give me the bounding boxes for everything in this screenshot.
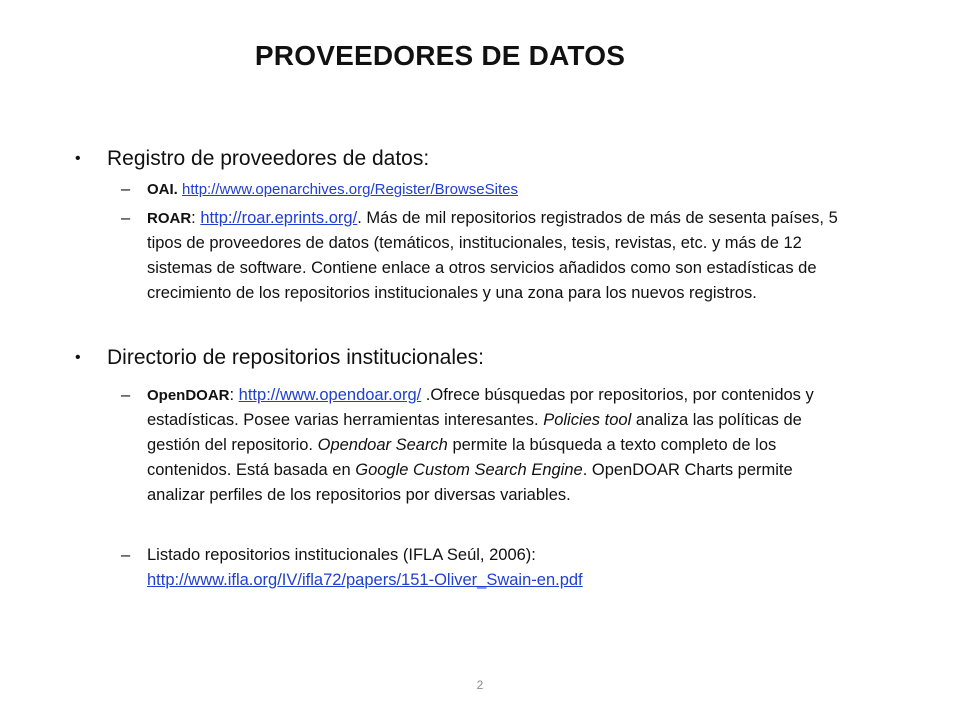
item-text-opendoar-c: permite la búsqueda a texto completo de los contenidos. Está basada en — [147, 436, 777, 479]
item-em-opendoar-search: Opendoar Search — [317, 436, 448, 454]
item-em-policies-tool: Policies tool — [543, 411, 632, 429]
item-text-ifla: Listado repositorios institucionales (IFLA Seúl, 2006): — [147, 546, 536, 564]
item-em-google-cse: Google Custom Search Engine — [355, 461, 583, 479]
link-opendoar[interactable]: http://www.opendoar.org/ — [238, 386, 422, 404]
link-roar[interactable]: http://roar.eprints.org/ — [200, 209, 358, 227]
item-label-opendoar: OpenDOAR — [147, 387, 230, 404]
item-text-opendoar-b: analiza las políticas de gestión del repositorio. — [147, 411, 802, 454]
dash-icon: – — [121, 180, 131, 198]
bullet-icon: • — [75, 349, 81, 366]
dash-icon: – — [121, 209, 131, 227]
section-heading-directorio: Directorio de repositorios institucionales: — [107, 346, 485, 369]
page-number: 2 — [476, 678, 484, 692]
dash-icon: – — [121, 386, 131, 404]
section-heading-registro: Registro de proveedores de datos: — [107, 147, 430, 170]
item-text-roar: . Más de mil repositorios registrados de más de sesenta países, 5 tipos de proveedores de datos (temáticos, institucionales, tesis, revistas, etc. y más de 12 sistemas de software. Contiene enlace a otros servicios añadidos como son estadísticas de crecimiento de los repositorios institucionales y una zona para los nuevos registros. — [147, 209, 838, 302]
slide-title: PROVEEDORES DE DATOS — [254, 40, 626, 71]
item-label-roar: ROAR — [147, 210, 192, 227]
item-text-opendoar-d: . OpenDOAR Charts permite analizar perfiles de los repositorios por diversas variables. — [147, 461, 793, 504]
link-ifla[interactable]: http://www.ifla.org/IV/ifla72/papers/151-Oliver_Swain-en.pdf — [147, 571, 583, 589]
link-oai[interactable]: http://www.openarchives.org/Register/BrowseSites — [182, 181, 518, 198]
item-label-oai: OAI. — [147, 181, 178, 198]
bullet-icon: • — [75, 150, 81, 167]
dash-icon: – — [121, 546, 131, 564]
item-sep-opendoar: : — [229, 386, 239, 404]
item-sep-roar: : — [191, 209, 201, 227]
item-text-opendoar-a: .Ofrece búsquedas por repositorios, por contenidos y estadísticas. Posee varias herramientas interesantes. — [147, 386, 814, 429]
